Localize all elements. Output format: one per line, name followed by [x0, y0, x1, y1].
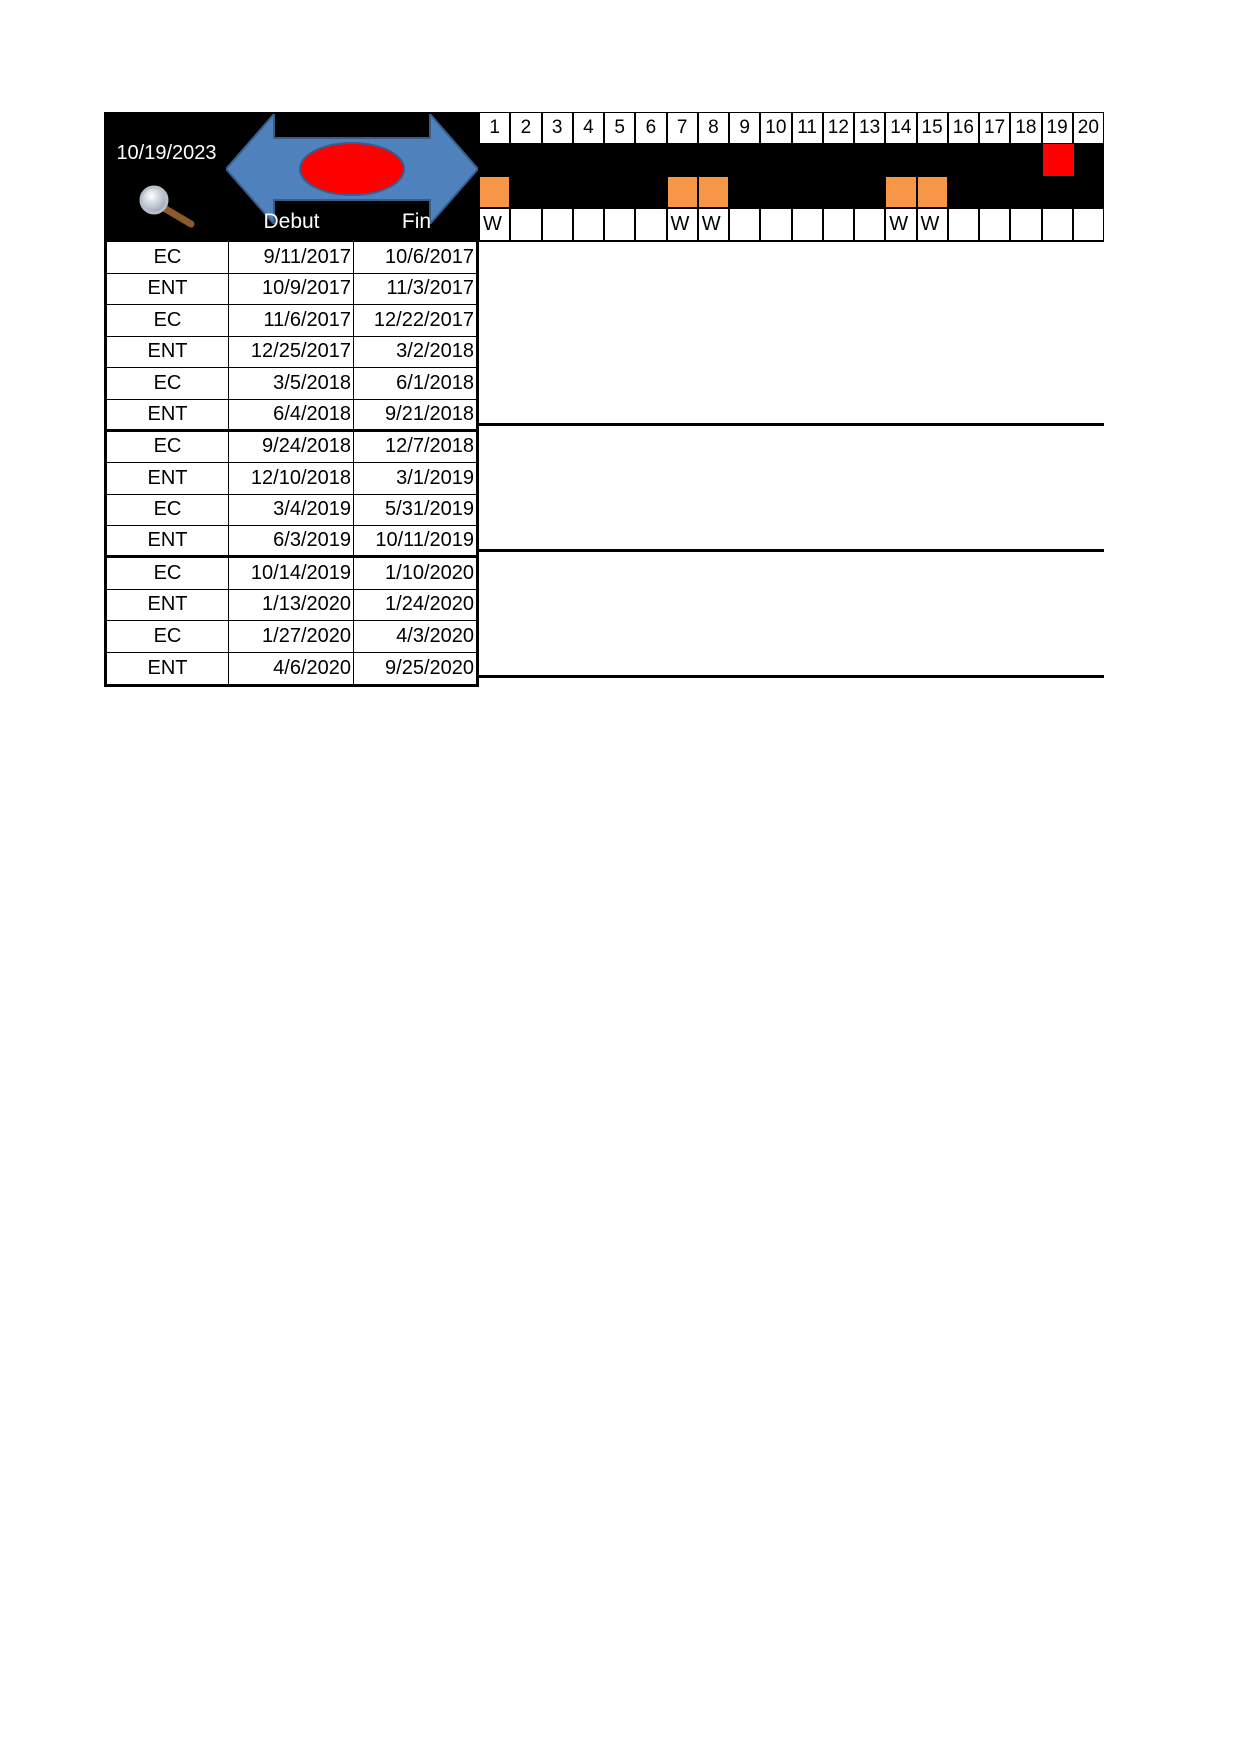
debut-cell[interactable]: 1/27/2020	[229, 621, 354, 652]
marker-cell	[792, 176, 823, 208]
day-number-cell[interactable]: 2	[510, 112, 541, 144]
marker-cell	[760, 176, 791, 208]
table-row	[107, 495, 479, 527]
fin-cell[interactable]: 1/10/2020	[354, 558, 479, 589]
weekend-letter-cell: W	[917, 208, 948, 241]
fin-cell[interactable]: 6/1/2018	[354, 368, 479, 399]
debut-cell[interactable]: 9/24/2018	[229, 432, 354, 463]
marker-cell	[823, 144, 854, 176]
table-row	[107, 621, 479, 653]
weekend-letter-cell	[729, 208, 760, 241]
day-number-cell[interactable]: 18	[1010, 112, 1041, 144]
fin-cell[interactable]: 12/7/2018	[354, 432, 479, 463]
marker-cell	[510, 176, 541, 208]
weekend-marker	[667, 176, 698, 208]
marker-cell	[885, 144, 916, 176]
type-cell[interactable]: ENT	[107, 653, 229, 685]
marker-cell	[604, 176, 635, 208]
weekend-marker	[698, 176, 729, 208]
double-arrow-icon[interactable]	[226, 114, 478, 224]
marker-cell	[729, 176, 760, 208]
weekend-letter-cell	[760, 208, 791, 241]
type-cell[interactable]: ENT	[107, 590, 229, 621]
day-number-cell[interactable]: 20	[1073, 112, 1104, 144]
debut-cell[interactable]: 3/4/2019	[229, 495, 354, 526]
marker-cell	[510, 144, 541, 176]
type-cell[interactable]: ENT	[107, 400, 229, 429]
marker-cell	[1042, 176, 1073, 208]
fin-header: Fin	[401, 210, 432, 233]
type-cell[interactable]: EC	[107, 558, 229, 589]
weekend-letter-cell	[542, 208, 573, 241]
weekend-letter-cell	[510, 208, 541, 241]
type-cell[interactable]: EC	[107, 621, 229, 652]
type-cell[interactable]: EC	[107, 305, 229, 336]
marker-cell	[854, 144, 885, 176]
day-number-cell[interactable]: 17	[979, 112, 1010, 144]
table-row	[107, 400, 479, 432]
day-number-cell[interactable]: 1	[479, 112, 510, 144]
today-marker-row	[479, 144, 1106, 176]
weekend-letter-cell: W	[667, 208, 698, 241]
debut-cell[interactable]: 10/14/2019	[229, 558, 354, 589]
table-row	[107, 653, 479, 685]
fin-cell[interactable]: 10/11/2019	[354, 526, 479, 555]
debut-cell[interactable]: 6/4/2018	[229, 400, 354, 429]
debut-cell[interactable]: 6/3/2019	[229, 526, 354, 555]
current-date: 10/19/2023	[116, 142, 217, 164]
weekend-letter-cell	[604, 208, 635, 241]
table-row	[107, 526, 479, 558]
marker-cell	[667, 144, 698, 176]
table-row	[107, 305, 479, 337]
weekend-letter-cell	[635, 208, 666, 241]
weekend-letter-cell	[1042, 208, 1073, 241]
magnifying-glass-icon[interactable]	[136, 184, 198, 230]
debut-cell[interactable]: 11/6/2017	[229, 305, 354, 336]
marker-cell	[792, 144, 823, 176]
marker-cell	[573, 176, 604, 208]
fin-cell[interactable]: 3/2/2018	[354, 337, 479, 368]
marker-cell	[698, 144, 729, 176]
fin-cell[interactable]: 12/22/2017	[354, 305, 479, 336]
marker-cell	[854, 176, 885, 208]
weekend-letter-cell: W	[698, 208, 729, 241]
weekend-marker	[917, 176, 948, 208]
marker-cell	[573, 144, 604, 176]
fin-cell[interactable]: 10/6/2017	[354, 242, 479, 273]
fin-cell[interactable]: 3/1/2019	[354, 463, 479, 494]
type-cell[interactable]: EC	[107, 242, 229, 273]
marker-cell	[604, 144, 635, 176]
fin-cell[interactable]: 11/3/2017	[354, 274, 479, 305]
type-cell[interactable]: ENT	[107, 337, 229, 368]
fin-cell[interactable]: 5/31/2019	[354, 495, 479, 526]
type-cell[interactable]: ENT	[107, 463, 229, 494]
weekend-letter-cell	[948, 208, 979, 241]
day-number-cell[interactable]: 8	[698, 112, 729, 144]
marker-cell	[542, 144, 573, 176]
today-indicator-ellipse	[300, 143, 404, 195]
day-number-cell[interactable]: 7	[667, 112, 698, 144]
fin-cell[interactable]: 4/3/2020	[354, 621, 479, 652]
marker-cell	[1010, 176, 1041, 208]
today-marker	[1043, 144, 1074, 176]
day-number-cell[interactable]: 11	[792, 112, 823, 144]
marker-cell	[979, 144, 1010, 176]
header-block	[104, 112, 479, 242]
group-separator	[479, 675, 1104, 678]
day-number-cell[interactable]: 13	[854, 112, 885, 144]
weekend-letter-cell	[979, 208, 1010, 241]
weekend-letter-cell: W	[885, 208, 916, 241]
fin-cell[interactable]: 9/25/2020	[354, 653, 479, 685]
table-row	[107, 274, 479, 306]
type-cell[interactable]: ENT	[107, 274, 229, 305]
group-separator	[479, 423, 1104, 426]
weekend-letter-cell	[823, 208, 854, 241]
day-number-cell[interactable]: 16	[948, 112, 979, 144]
marker-cell	[1010, 144, 1041, 176]
marker-cell	[948, 144, 979, 176]
weekend-letter-cell	[573, 208, 604, 241]
weekend-marker-row	[479, 176, 1104, 208]
table-row	[107, 590, 479, 622]
table-row	[107, 337, 479, 369]
debut-cell[interactable]: 9/11/2017	[229, 242, 354, 273]
weekend-letter-cell	[792, 208, 823, 241]
day-number-cell[interactable]: 3	[542, 112, 573, 144]
marker-cell	[1073, 176, 1104, 208]
type-cell[interactable]: ENT	[107, 526, 229, 555]
group-separator	[479, 549, 1104, 552]
type-cell[interactable]: EC	[107, 495, 229, 526]
table-row	[107, 558, 479, 590]
day-numbers-row	[479, 112, 1104, 144]
table-row	[107, 463, 479, 495]
day-number-cell[interactable]: 19	[1042, 112, 1073, 144]
weekend-letter-cell	[1010, 208, 1041, 241]
marker-cell	[542, 176, 573, 208]
weekend-marker	[479, 176, 510, 208]
marker-cell	[948, 176, 979, 208]
period-table	[104, 242, 479, 687]
debut-cell[interactable]: 12/25/2017	[229, 337, 354, 368]
type-cell[interactable]: EC	[107, 368, 229, 399]
debut-cell[interactable]: 1/13/2020	[229, 590, 354, 621]
marker-cell	[635, 144, 666, 176]
marker-cell	[635, 176, 666, 208]
weekend-letter-cell	[854, 208, 885, 241]
marker-cell	[760, 144, 791, 176]
day-number-cell[interactable]: 6	[635, 112, 666, 144]
day-number-cell[interactable]: 5	[604, 112, 635, 144]
debut-header: Debut	[263, 210, 320, 233]
type-cell[interactable]: EC	[107, 432, 229, 463]
day-number-cell[interactable]: 15	[917, 112, 948, 144]
marker-cell	[479, 144, 510, 176]
day-number-cell[interactable]: 10	[760, 112, 791, 144]
marker-cell	[917, 144, 948, 176]
marker-cell	[823, 176, 854, 208]
day-number-cell[interactable]: 9	[729, 112, 760, 144]
weekend-marker	[885, 176, 916, 208]
debut-cell[interactable]: 12/10/2018	[229, 463, 354, 494]
table-row	[107, 368, 479, 400]
day-number-cell[interactable]: 14	[885, 112, 916, 144]
table-row	[107, 242, 479, 274]
debut-cell[interactable]: 3/5/2018	[229, 368, 354, 399]
weekend-letter-row	[479, 208, 1104, 241]
marker-cell	[729, 144, 760, 176]
fin-cell[interactable]: 9/21/2018	[354, 400, 479, 429]
day-number-cell[interactable]: 12	[823, 112, 854, 144]
marker-cell	[979, 176, 1010, 208]
marker-cell	[1075, 144, 1106, 176]
debut-cell[interactable]: 10/9/2017	[229, 274, 354, 305]
weekend-letter-cell: W	[479, 208, 510, 241]
debut-cell[interactable]: 4/6/2020	[229, 653, 354, 685]
day-number-cell[interactable]: 4	[573, 112, 604, 144]
fin-cell[interactable]: 1/24/2020	[354, 590, 479, 621]
day-grid	[479, 112, 1104, 242]
weekend-letter-cell	[1073, 208, 1104, 241]
table-row	[107, 432, 479, 464]
